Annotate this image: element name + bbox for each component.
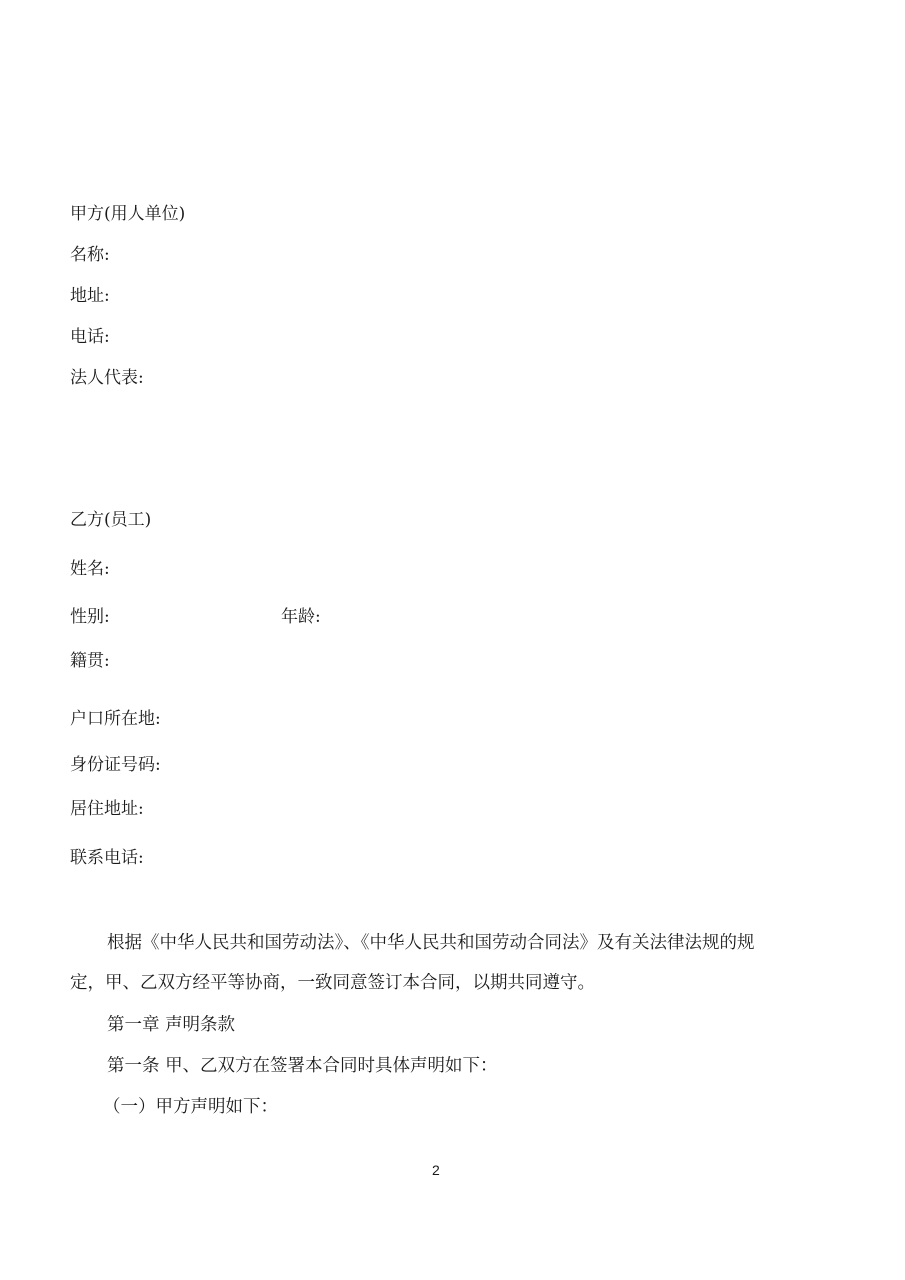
party-b-residence-label: 居住地址: [70,799,144,819]
party-a-legal-rep-label: 法人代表: [70,368,144,388]
item-1-heading: （一）甲方声明如下： [103,1097,278,1117]
party-b-household-label: 户口所在地: [70,709,161,729]
party-b-gender-label: 性别: [70,607,110,627]
party-b-heading: 乙方(员工) [70,510,152,530]
intro-paragraph-line-1: 根据《中华人民共和国劳动法》、《中华人民共和国劳动合同法》及有关法律法规的规 [107,933,755,953]
page-number: 2 [432,1162,440,1178]
party-b-contact-label: 联系电话: [70,848,144,868]
party-a-address-label: 地址: [70,286,110,306]
party-a-name-label: 名称: [70,245,110,265]
party-b-id-label: 身份证号码: [70,755,161,775]
intro-paragraph-line-2: 定，甲、乙双方经平等协商，一致同意签订本合同，以期共同遵守。 [70,973,595,993]
party-a-heading: 甲方(用人单位) [70,204,186,224]
party-b-name-label: 姓名: [70,559,110,579]
article-1-heading: 第一条 甲、乙双方在签署本合同时具体声明如下： [107,1056,498,1076]
party-b-native-place-label: 籍贯: [70,651,110,671]
party-a-phone-label: 电话: [70,327,110,347]
party-b-age-label: 年龄: [281,607,321,627]
chapter-1-heading: 第一章 声明条款 [107,1015,236,1035]
